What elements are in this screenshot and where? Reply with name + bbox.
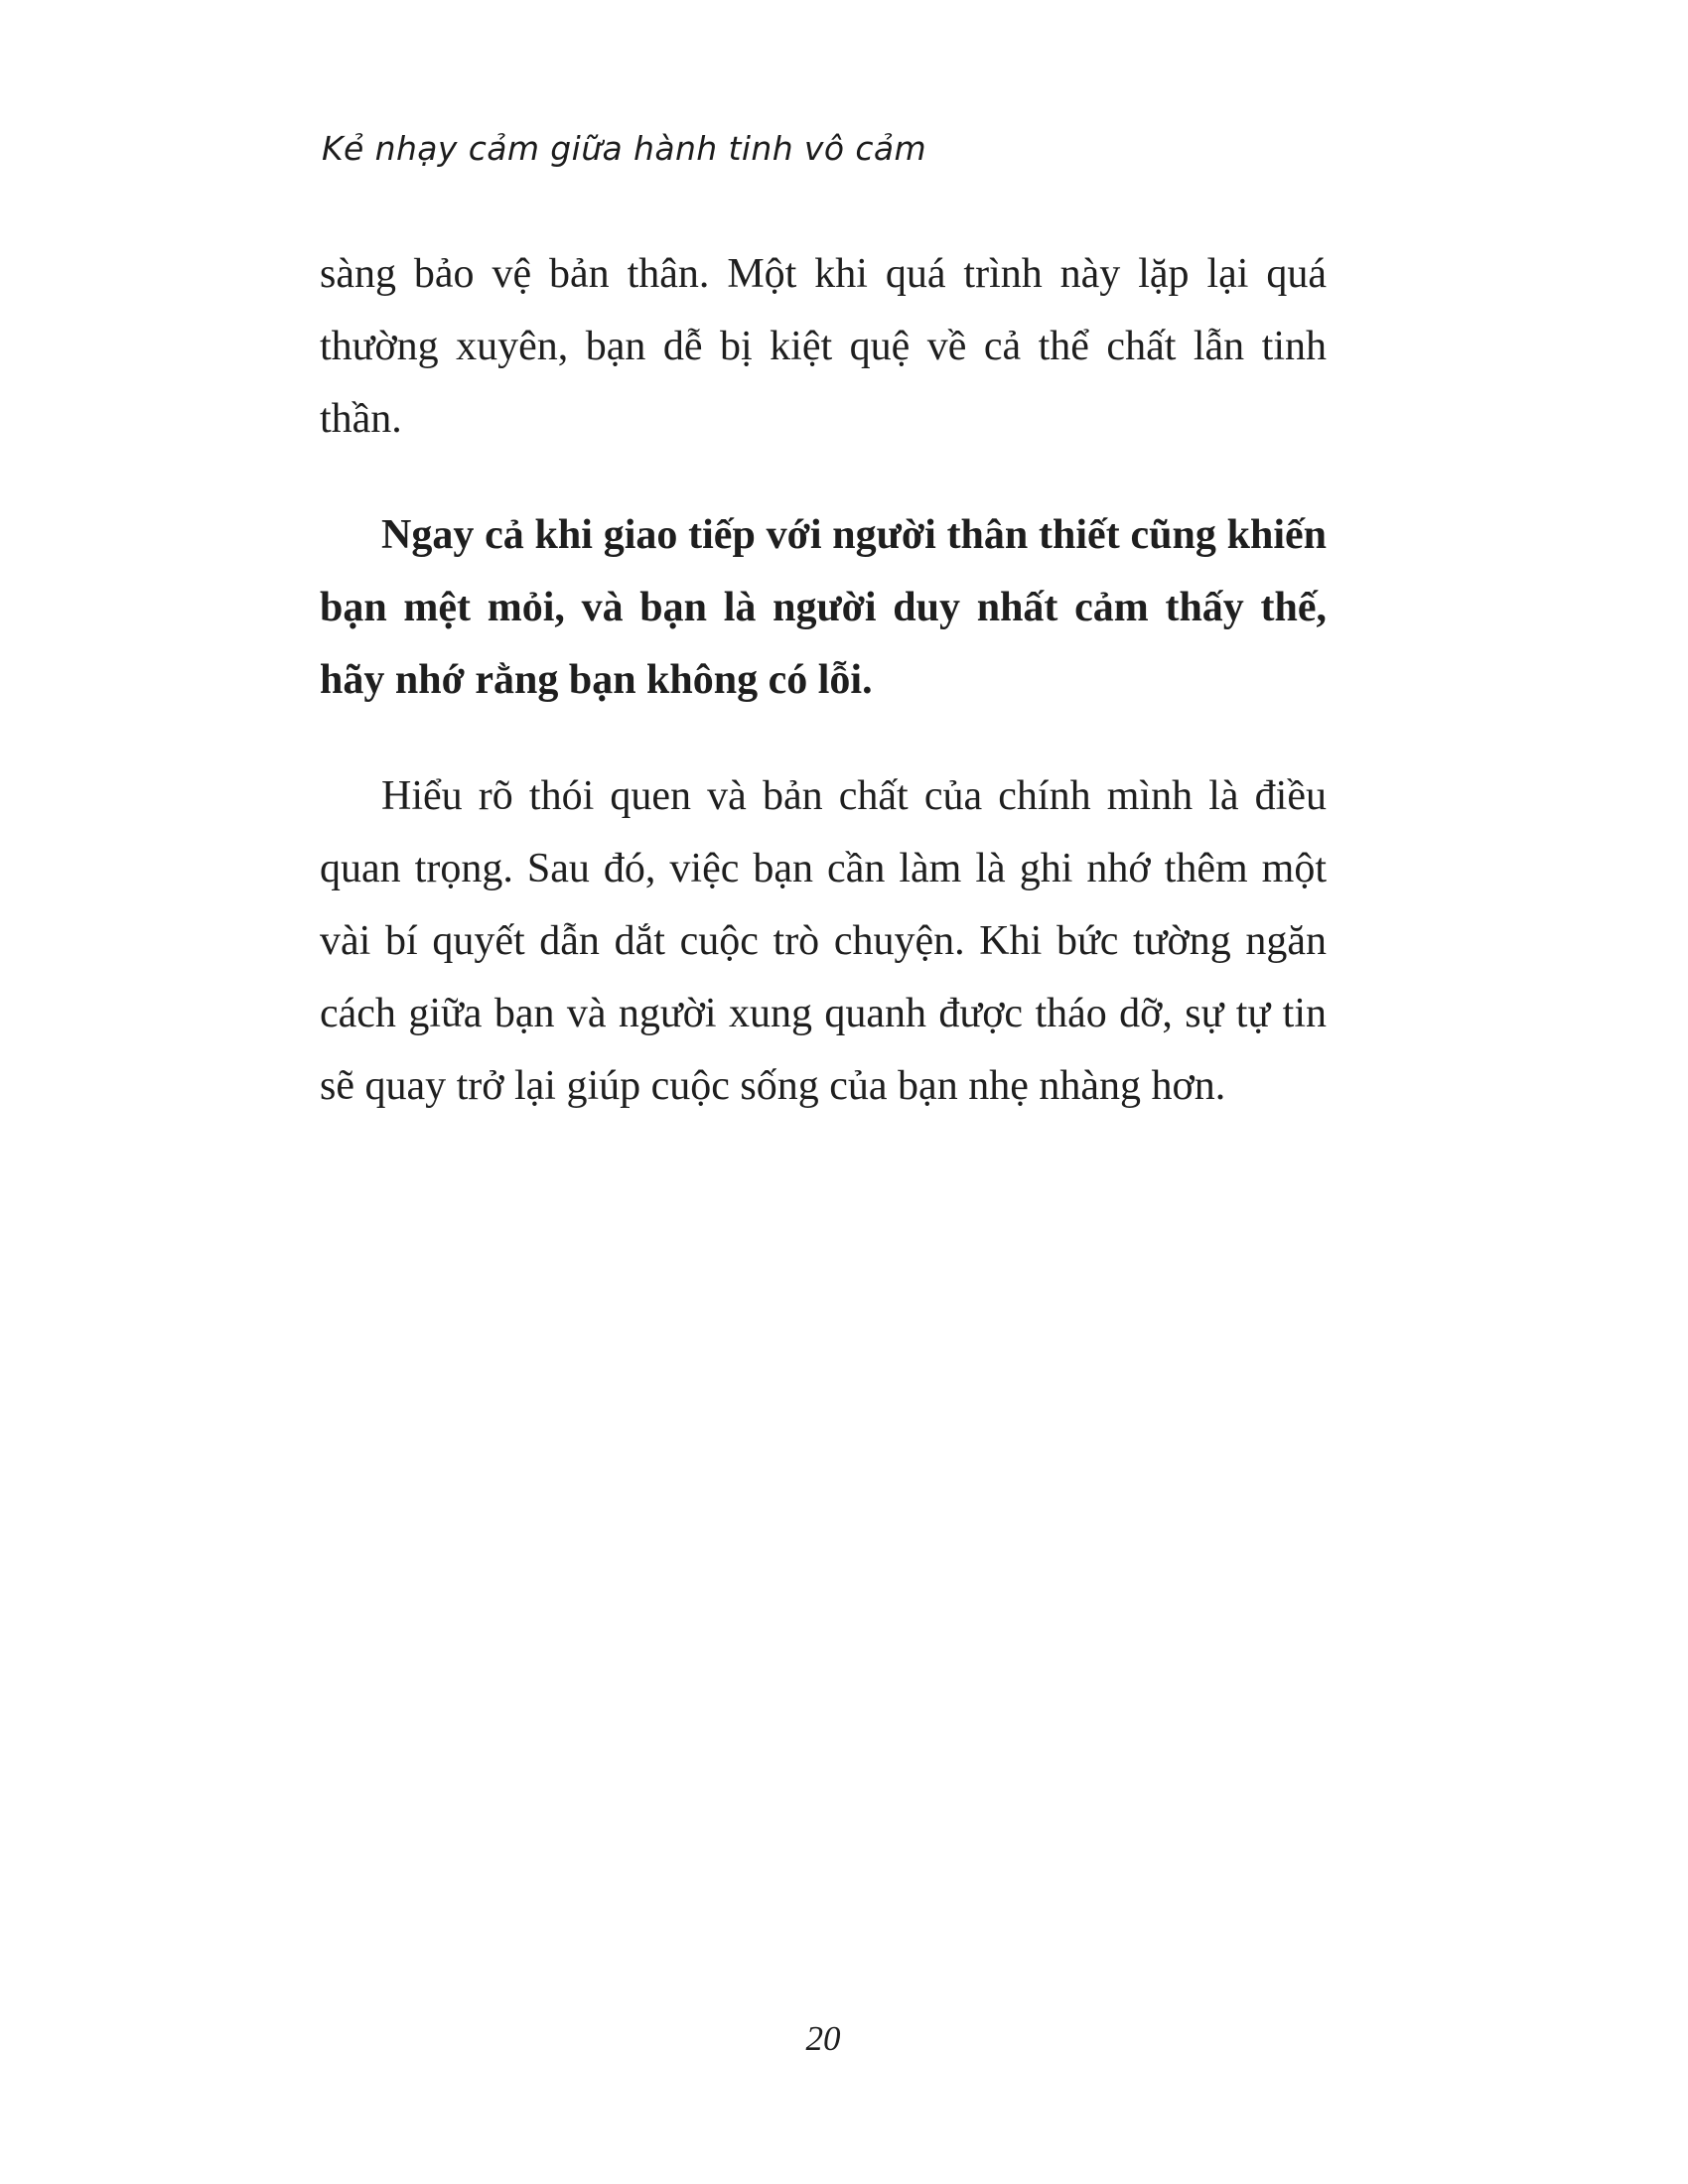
paragraph-continuation: sàng bảo vệ bản thân. Một khi quá trình này lặp lại quá thường xuyên, bạn dễ bị kiệt quệ về cả thể chất lẫn tinh thần. [320,251,1327,442]
paragraph-bold-emphasis: Ngay cả khi giao tiếp với người thân thiết cũng khiến bạn mệt mỏi, và bạn là người duy nhất cảm thấy thế, hãy nhớ rằng bạn không có lỗi. [320,512,1327,703]
page-number: 20 [805,2019,841,2058]
running-header: Kẻ nhạy cảm giữa hành tinh vô cảm [322,129,927,168]
paragraph-body: Hiểu rõ thói quen và bản chất của chính mình là điều quan trọng. Sau đó, việc bạn cần làm là ghi nhớ thêm một vài bí quyết dẫn dắt cuộc trò chuyện. Khi bức tường ngăn cách giữa bạn và người xung quanh được tháo dỡ, sự tự tin sẽ quay trở lại giúp cuộc sống của bạn nhẹ nhàng hơn. [320,773,1327,1109]
body-text-block [320,238,1327,1166]
